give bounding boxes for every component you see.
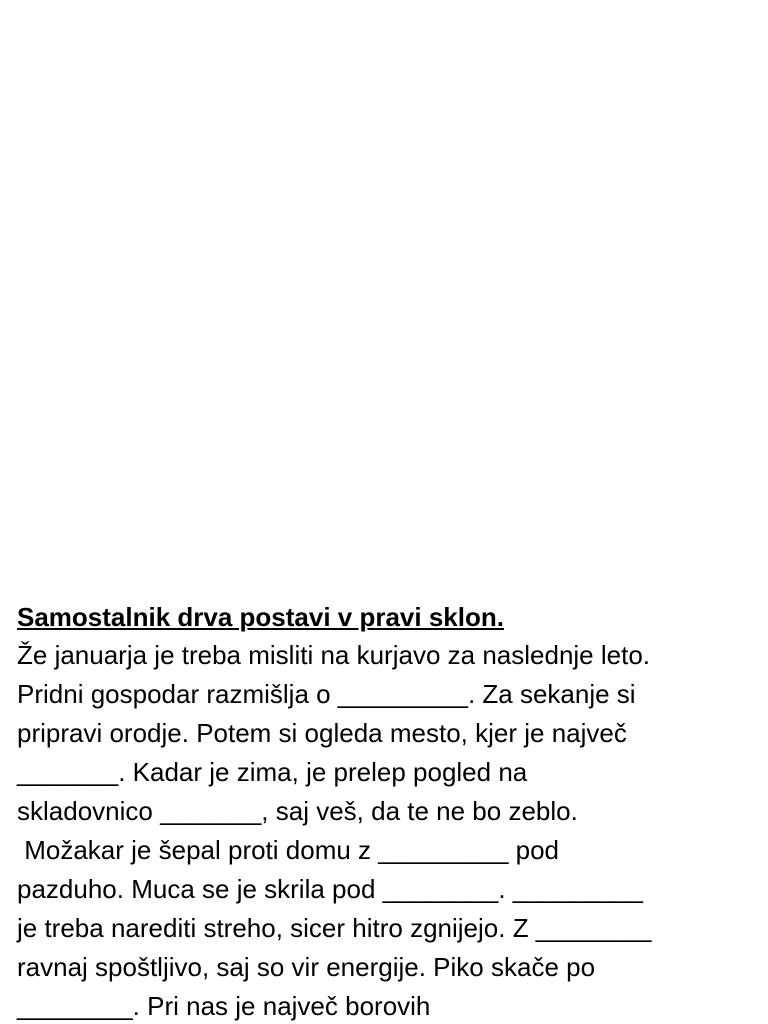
text-line-4: _______. Kadar je zima, je prelep pogled na — [17, 757, 528, 787]
text-line-2: Pridni gospodar razmišlja o _________. Za sekanje si — [17, 679, 636, 709]
text-line-10: ________. Pri nas je največ borovih — [17, 991, 431, 1021]
exercise-title: Samostalnik drva postavi v pravi sklon. — [17, 602, 504, 632]
exercise-block — [17, 598, 757, 1024]
text-line-7: pazduho. Muca se je skrila pod ________. _________ — [17, 874, 643, 904]
text-line-1: Že januarja je treba misliti na kurjavo za naslednje leto. — [17, 640, 651, 670]
text-line-6: Možakar je šepal proti domu z _________ pod — [17, 835, 560, 865]
text-line-9: ravnaj spoštljivo, saj so vir energije. Piko skače po — [17, 952, 596, 982]
text-line-5: skladovnico _______, saj veš, da te ne bo zeblo. — [17, 796, 578, 826]
text-line-3: pripravi orodje. Potem si ogleda mesto, kjer je največ — [17, 718, 627, 748]
text-line-8: je treba narediti streho, sicer hitro zgnijejo. Z ________ — [17, 913, 652, 943]
